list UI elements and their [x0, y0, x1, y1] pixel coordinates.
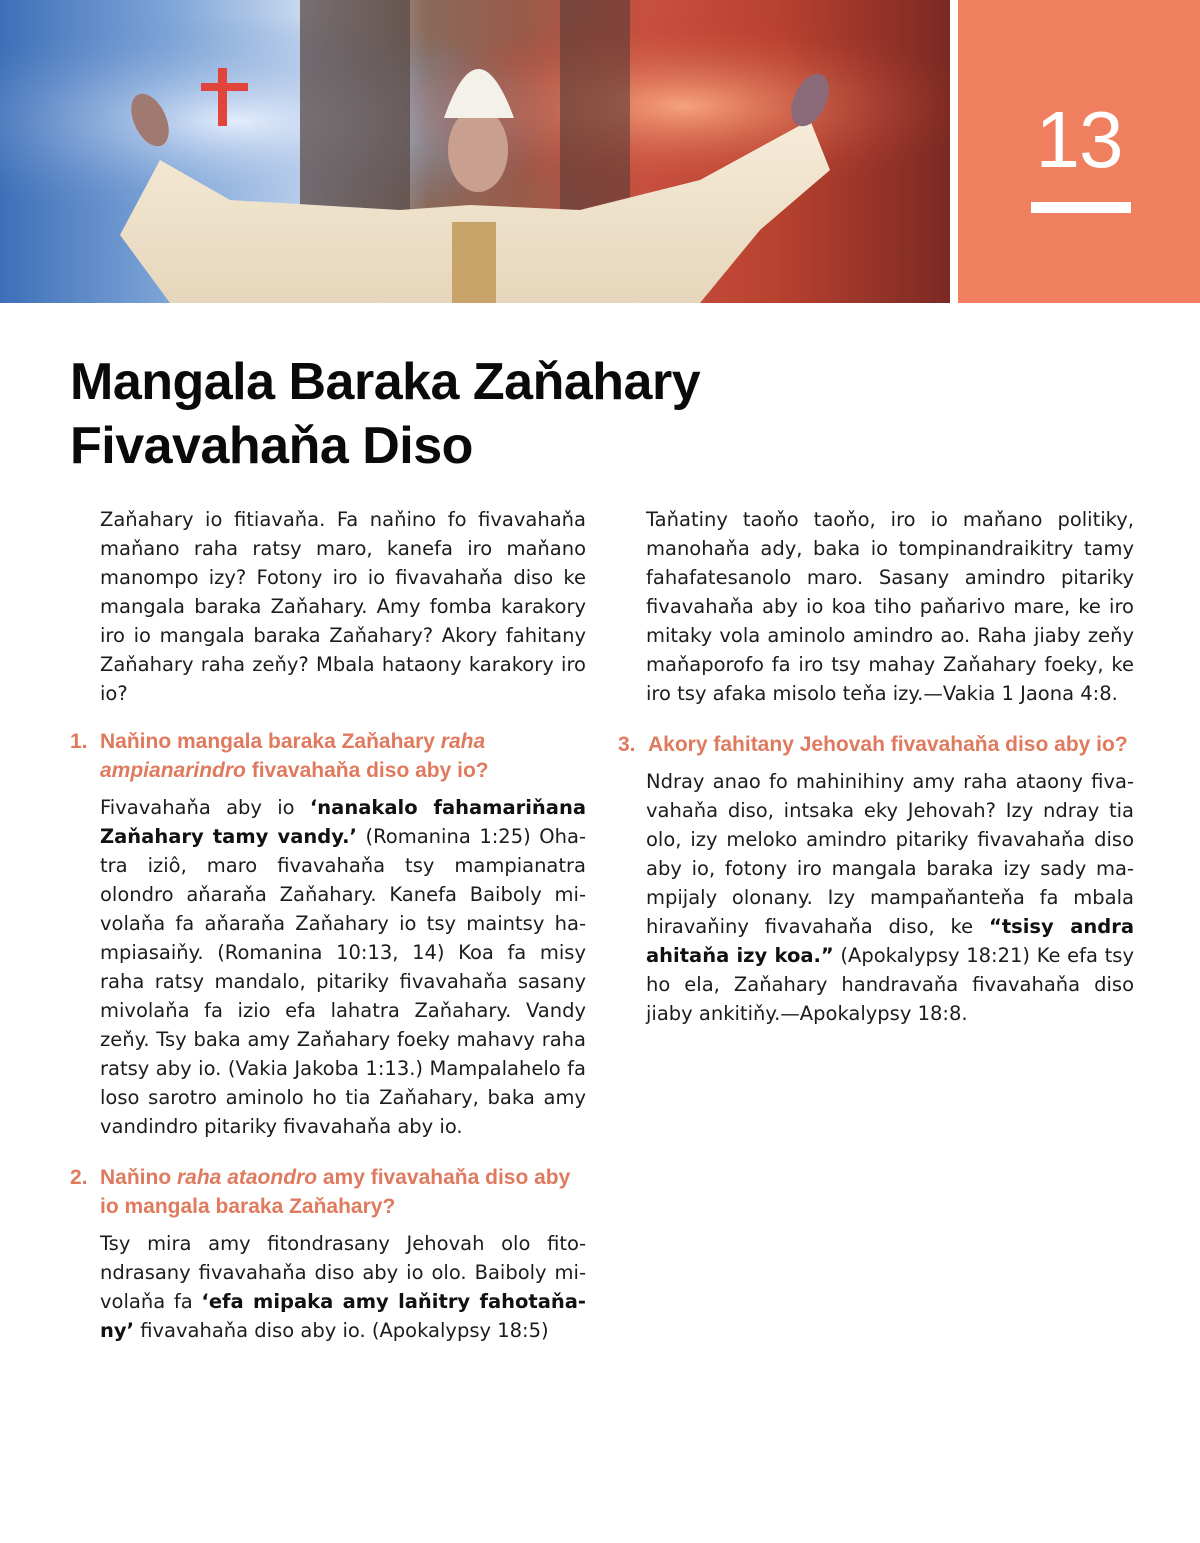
scripture-quote: “tsisy andra ahitaňa izy koa.”: [646, 915, 1134, 967]
question-3: 3. Akory fahitany Jehovah fivavahaňa diso aby io?: [618, 730, 1134, 759]
question-2: 2. Naňino raha ataondro amy fivavahaňa diso aby io mangala baraka Zaňahary?: [70, 1163, 586, 1221]
page-title-line-2: Fivavahaňa Diso: [70, 417, 473, 475]
left-column: [70, 505, 586, 1345]
answer-paragraph-2: Tsy mira amy fitondrasany Jehovah olo fitondrasany fivavahaňa diso aby io olo. Baiboly mivolaňa fa ‘efa mipaka amy laňitry fahotaňany’ fivavahaňa diso aby io. (Apokalypsy 18:5): [100, 1232, 586, 1342]
scripture-quote: ‘nanakalo fahamariňana Zaňahary tamy vandy.’: [100, 796, 587, 848]
answer-paragraph-3: Ndray anao fo mahinihiny amy raha ataony fivavahaňa diso, intsaka eky Jehovah? Izy ndray tia olo, izy meloko amindro pitariky fivavahaňa diso aby io, fotony iro mangala baraka izy sady mampijaly olonany. Izy mampaňanteňa fa mbala hiravaňiny fivavahaňa diso, ke “tsisy andra ahitaňa izy koa.” (Apokalypsy 18:21) Ke efa tsy ho ela, Zaňahary handravaňa fivavahaňa diso jiaby ankitiňy.—Apokalypsy 18:8.: [646, 770, 1134, 1025]
question-number: 3.: [618, 733, 636, 756]
header-photo: [0, 0, 950, 303]
question-1: 1. Naňino mangala baraka Zaňahary raha ampianarindro fivavahaňa diso aby io?: [70, 727, 586, 785]
answer-paragraph-1: Fivavahaňa aby io ‘nanakalo fahamariňana Zaňahary tamy vandy.’ (Romanina 1:25) Ohatra iziô, maro fivavahaňa tsy mampianatra olondro aňaraňa Zaňahary. Kanefa Baiboly mivolaňa fa aňaraňa Zaňahary io tsy maintsy hampiasaiňy. (Romanina 10:13, 14) Koa fa misy raha ratsy mandalo, pitariky fivavahaňa sasany mivolaňa fa izio efa lahatra Zaňahary. Vandy zeňy. Tsy baka amy Zaňahary foeky mahavy raha ratsy aby io. (Vakia Jakoba 1:13.) Mampalahelo fa loso sarotro aminolo ho tia Zaňahary, baka amy vandindro pitariky fivavahaňa aby io.: [100, 796, 587, 1138]
clergyman-illustration: [0, 0, 950, 303]
answer-paragraph-2-continued: Taňatiny taoňo taoňo, iro io maňano politiky, manohaňa ady, baka io tompinandraikitry tamy fahafatesanolo maro. Sasany amindro pitariky fivavahaňa aby io koa tiho paňarivo mare, ke iro mitaky vola aminolo amindro ao. Raha jiaby zeňy maňaporofo fa iro tsy mahay Zaňahary foeky, ke iro tsy afaka misolo teňa izy.—Vakia 1 Jaona 4:8.: [646, 508, 1134, 705]
stole: [452, 222, 496, 303]
question-number: 1.: [70, 730, 88, 753]
lesson-number-badge: [958, 0, 1200, 303]
lesson-number-underline: [1031, 202, 1131, 213]
page-title: [70, 350, 830, 478]
right-column: [618, 505, 1134, 1028]
face: [448, 108, 508, 192]
intro-paragraph: Zaňahary io fitiavaňa. Fa naňino fo fivavahaňa maňano raha ratsy maro, kanefa iro maňano manompo izy? Fotony iro io fivavahaňa diso ke mangala baraka Zaňahary. Amy fomba karakory iro io mangala baraka Zaňahary? Akory fahitany Zaňahary raha zeňy? Mbala hataony karakory iro io?: [100, 508, 586, 705]
lesson-number: 13: [1035, 95, 1123, 184]
page-title-line-1: Mangala Baraka Zaňahary: [70, 353, 701, 411]
question-number: 2.: [70, 1166, 88, 1189]
scripture-quote: ‘efa mipaka amy laňitry fahotaňany’: [100, 1290, 586, 1342]
